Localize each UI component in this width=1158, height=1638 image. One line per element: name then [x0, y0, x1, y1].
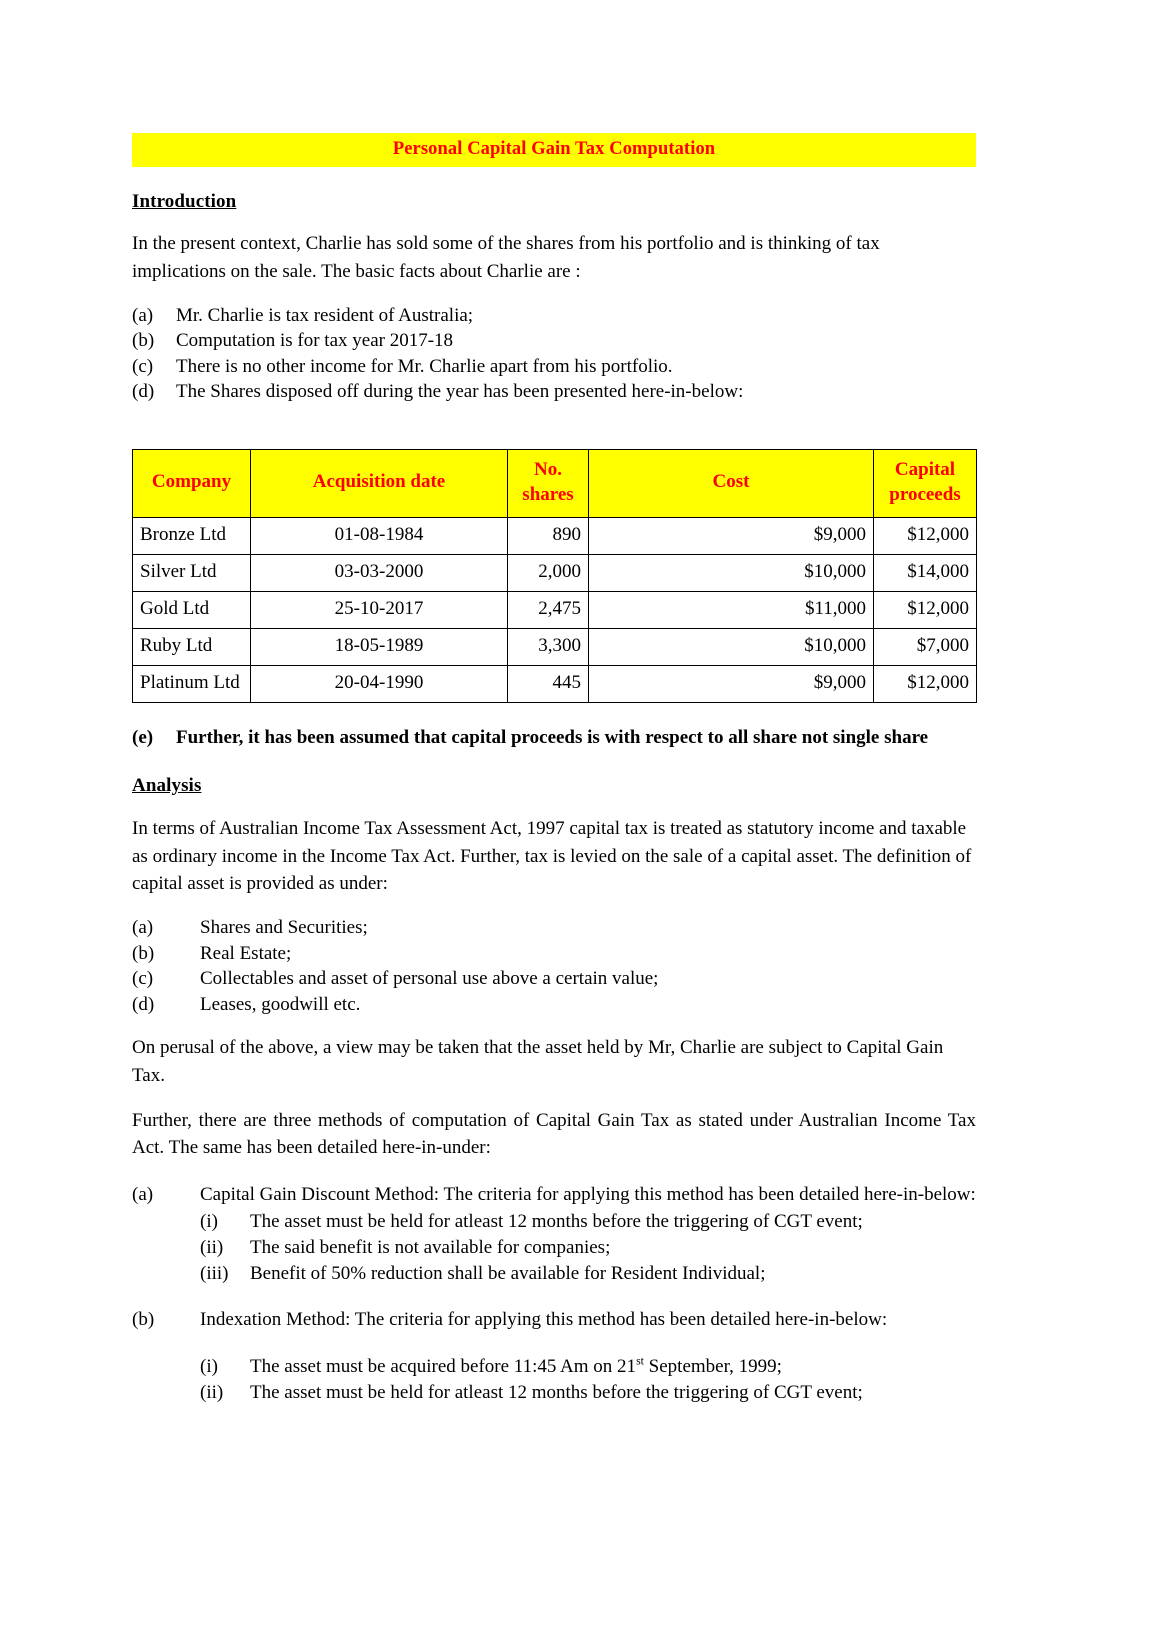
list-item-marker: (b)	[132, 942, 155, 964]
capital-asset-definition-list	[132, 915, 976, 1018]
method-discount	[132, 1182, 976, 1287]
column-header-cost: Cost	[589, 450, 874, 517]
list-item-label: The Shares disposed off during the year has been presented here-in-below:	[176, 381, 744, 403]
cell-date: 25-10-2017	[251, 591, 508, 628]
cell-shares: 445	[508, 665, 589, 702]
table-row	[133, 517, 977, 554]
cell-cost: $9,000	[589, 665, 874, 702]
list-item	[200, 1261, 976, 1287]
cell-proceeds: $12,000	[874, 591, 977, 628]
assumption-label: Further, it has been assumed that capital proceeds is with respect to all share not single share	[176, 726, 929, 748]
column-header-acquisition-date: Acquisition date	[251, 450, 508, 517]
list-item-marker: (c)	[132, 968, 154, 990]
list-item	[200, 1209, 976, 1235]
column-header-no-shares: No. shares	[508, 450, 589, 517]
list-item-label: The said benefit is not available for companies;	[250, 1236, 611, 1258]
table-row	[133, 665, 977, 702]
list-item	[132, 303, 976, 329]
list-item-label: Mr. Charlie is tax resident of Australia;	[176, 304, 474, 326]
list-item-marker: (d)	[132, 993, 155, 1015]
list-item-label: There is no other income for Mr. Charlie apart from his portfolio.	[176, 355, 673, 377]
cell-cost: $11,000	[589, 591, 874, 628]
method-marker: (a)	[132, 1183, 154, 1205]
cell-date: 20-04-1990	[251, 665, 508, 702]
list-item-label	[250, 1354, 976, 1380]
list-item-label: Computation is for tax year 2017-18	[176, 330, 454, 352]
ordinal-superscript: st	[636, 1354, 644, 1368]
criteria-text-before-superscript: The asset must be acquired before 11:45 Am on 21	[250, 1355, 637, 1377]
list-item-marker: (ii)	[200, 1236, 224, 1258]
share-disposal-table	[132, 449, 977, 702]
criteria-text-after-superscript: September, 1999;	[643, 1355, 782, 1377]
introduction-paragraph: In the present context, Charlie has sold some of the shares from his portfolio and is thinking of tax implications on the sale. The basic facts about Charlie are :	[132, 233, 880, 283]
list-item	[132, 992, 976, 1018]
list-item	[132, 354, 976, 380]
table-row	[133, 591, 977, 628]
cell-company: Silver Ltd	[133, 554, 251, 591]
cell-company: Bronze Ltd	[133, 517, 251, 554]
cell-cost: $10,000	[589, 628, 874, 665]
list-item-label: Leases, goodwill etc.	[200, 993, 361, 1015]
cell-shares: 3,300	[508, 628, 589, 665]
column-header-company: Company	[133, 450, 251, 517]
method-label: Indexation Method: The criteria for applying this method has been detailed here-in-below:	[200, 1308, 888, 1330]
list-item	[132, 941, 976, 967]
analysis-paragraph-2: On perusal of the above, a view may be taken that the asset held by Mr, Charlie are subject to Capital Gain Tax.	[132, 1037, 944, 1087]
cell-proceeds: $14,000	[874, 554, 977, 591]
introduction-heading: Introduction	[132, 190, 237, 212]
list-item-marker: (i)	[200, 1210, 218, 1232]
method-heading-row	[132, 1307, 976, 1334]
cell-date: 18-05-1989	[251, 628, 508, 665]
list-item-label: Collectables and asset of personal use above a certain value;	[200, 968, 659, 990]
list-item	[200, 1354, 976, 1380]
cell-shares: 890	[508, 517, 589, 554]
list-item	[132, 966, 976, 992]
cell-proceeds: $12,000	[874, 517, 977, 554]
method-marker: (b)	[132, 1308, 155, 1330]
list-item-marker: (c)	[132, 355, 154, 377]
analysis-heading: Analysis	[132, 775, 202, 797]
page-title: Personal Capital Gain Tax Computation	[132, 133, 976, 167]
list-item-marker: (i)	[200, 1355, 218, 1377]
list-item-label: Shares and Securities;	[200, 916, 368, 938]
cell-date: 01-08-1984	[251, 517, 508, 554]
method-discount-criteria	[200, 1209, 976, 1287]
cell-company: Platinum Ltd	[133, 665, 251, 702]
list-item	[132, 915, 976, 941]
cell-shares: 2,475	[508, 591, 589, 628]
method-indexation-criteria	[200, 1354, 976, 1406]
table-row	[133, 628, 977, 665]
list-item-marker: (a)	[132, 304, 154, 326]
list-item	[132, 379, 976, 405]
assumption-item	[132, 725, 976, 752]
cell-proceeds: $12,000	[874, 665, 977, 702]
list-item-label: Real Estate;	[200, 942, 292, 964]
introduction-facts-list	[132, 303, 976, 406]
column-header-capital-proceeds: Capital proceeds	[874, 450, 977, 517]
analysis-paragraph-3: Further, there are three methods of computation of Capital Gain Tax as stated under Australian Income Tax Act. The same has been detailed here-in-under:	[132, 1109, 976, 1159]
list-item-marker: (b)	[132, 330, 155, 352]
list-item-marker: (ii)	[200, 1381, 224, 1403]
cell-proceeds: $7,000	[874, 628, 977, 665]
cell-company: Ruby Ltd	[133, 628, 251, 665]
cell-date: 03-03-2000	[251, 554, 508, 591]
table-row	[133, 554, 977, 591]
document-page	[132, 0, 976, 1406]
cell-cost: $10,000	[589, 554, 874, 591]
list-item-label: The asset must be held for atleast 12 months before the triggering of CGT event;	[250, 1381, 863, 1403]
cell-cost: $9,000	[589, 517, 874, 554]
method-heading-row	[132, 1182, 976, 1209]
list-item-label: The asset must be held for atleast 12 months before the triggering of CGT event;	[250, 1210, 863, 1232]
list-item-marker: (iii)	[200, 1262, 229, 1284]
cell-company: Gold Ltd	[133, 591, 251, 628]
table-header-row	[133, 450, 977, 517]
analysis-paragraph-1: In terms of Australian Income Tax Assessment Act, 1997 capital tax is treated as statutory income and taxable as ordinary income in the Income Tax Act. Further, tax is levied on the sale of a capital asset. The definition of capital asset is provided as under:	[132, 818, 972, 895]
list-item-marker: (a)	[132, 916, 154, 938]
assumption-marker: (e)	[132, 726, 154, 748]
list-item-marker: (d)	[132, 381, 155, 403]
method-label: Capital Gain Discount Method: The criteria for applying this method has been detailed here-in-below:	[200, 1183, 976, 1205]
list-item	[132, 328, 976, 354]
list-item-label: Benefit of 50% reduction shall be available for Resident Individual;	[250, 1262, 766, 1284]
list-item	[200, 1380, 976, 1406]
method-indexation	[132, 1307, 976, 1406]
list-item	[200, 1235, 976, 1261]
cell-shares: 2,000	[508, 554, 589, 591]
